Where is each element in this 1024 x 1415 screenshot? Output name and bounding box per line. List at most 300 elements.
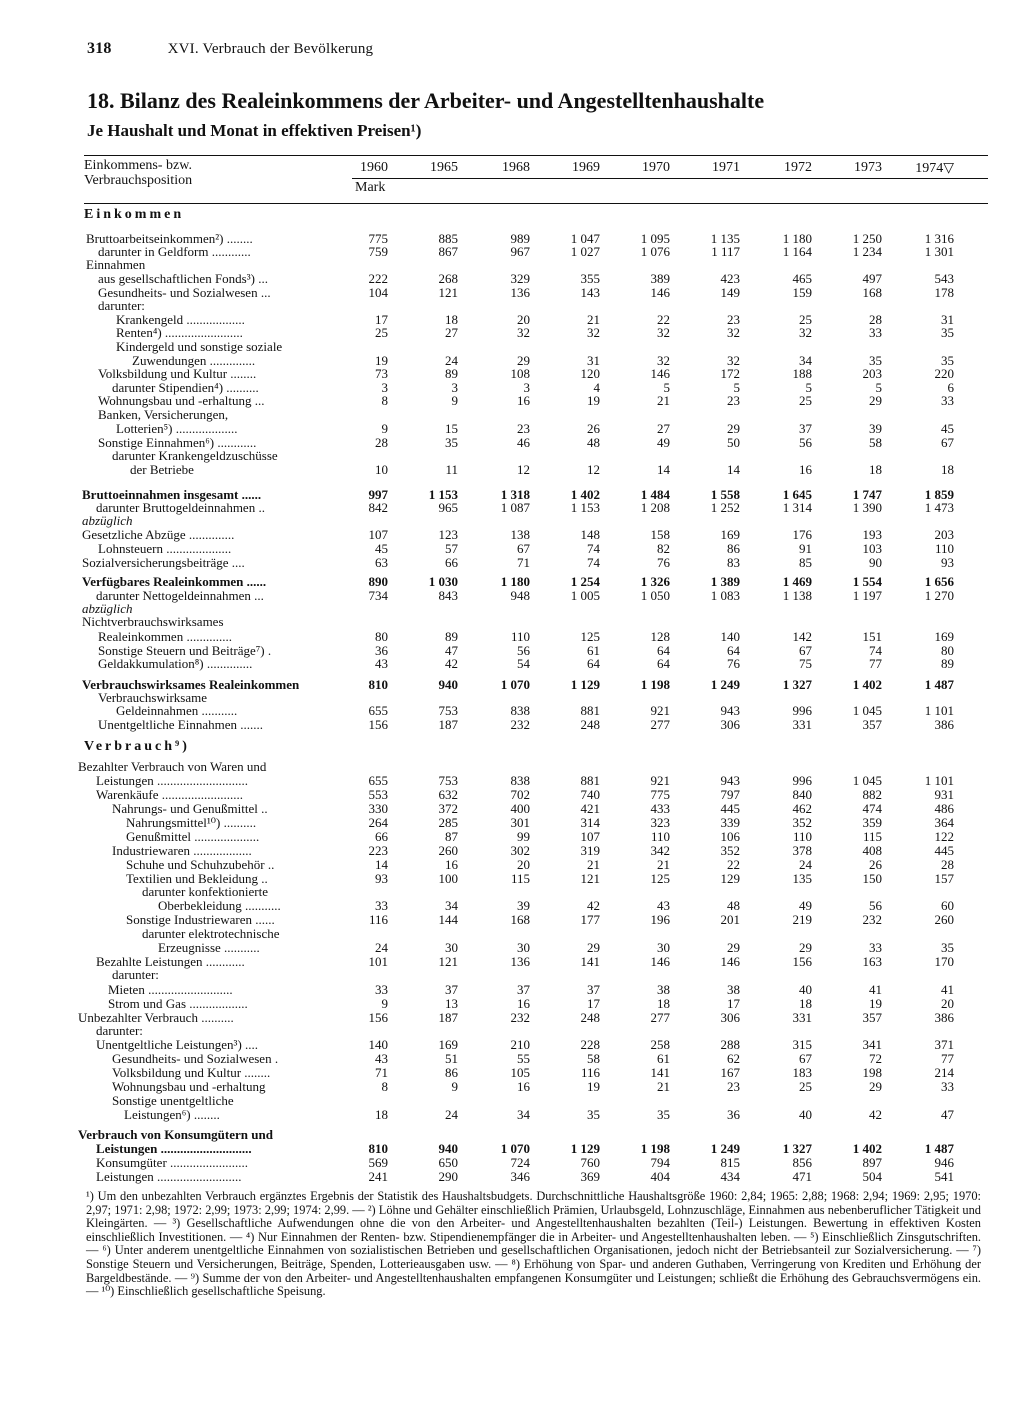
table-row xyxy=(0,299,1024,313)
cell-value: 101 xyxy=(368,954,388,969)
cell-value: 176 xyxy=(792,527,812,542)
row-label: abzüglich xyxy=(82,602,133,616)
cell-value: 22 xyxy=(727,857,740,872)
table-row xyxy=(0,955,1024,969)
row-label: Erzeugnisse ........... xyxy=(158,941,260,955)
row-label: Warenkäufe ......................... xyxy=(96,788,243,802)
cell-value: 37 xyxy=(445,982,458,997)
cell-value: 64 xyxy=(727,643,740,658)
cell-value: 1 390 xyxy=(852,500,882,515)
section-consumption: Verbrauch⁹) xyxy=(84,739,190,754)
cell-value: 1 747 xyxy=(852,487,882,502)
cell-value: 37 xyxy=(517,982,530,997)
cell-value: 62 xyxy=(727,1051,740,1066)
cell-value: 753 xyxy=(438,773,458,788)
cell-value: 20 xyxy=(517,857,530,872)
row-label: darunter konfektionierte xyxy=(142,885,268,899)
cell-value: 168 xyxy=(510,912,530,927)
cell-value: 41 xyxy=(941,982,954,997)
table-row xyxy=(0,501,1024,515)
cell-value: 25 xyxy=(799,1079,812,1094)
cell-value: 1 250 xyxy=(852,231,882,246)
cell-value: 121 xyxy=(580,871,600,886)
cell-value: 330 xyxy=(368,801,388,816)
cell-value: 19 xyxy=(587,393,600,408)
table-row xyxy=(0,1156,1024,1170)
year-rule xyxy=(352,178,988,179)
cell-value: 352 xyxy=(792,815,812,830)
cell-value: 433 xyxy=(650,801,670,816)
cell-value: 196 xyxy=(650,912,670,927)
cell-value: 83 xyxy=(727,555,740,570)
header-bottom-rule xyxy=(84,203,988,204)
cell-value: 100 xyxy=(438,871,458,886)
cell-value: 1 314 xyxy=(782,500,812,515)
cell-value: 28 xyxy=(869,312,882,327)
cell-value: 74 xyxy=(869,643,882,658)
cell-value: 232 xyxy=(510,1010,530,1025)
cell-value: 702 xyxy=(510,787,530,802)
cell-value: 775 xyxy=(650,787,670,802)
cell-value: 26 xyxy=(869,857,882,872)
table-row xyxy=(0,657,1024,671)
cell-value: 1 197 xyxy=(852,588,882,603)
cell-value: 87 xyxy=(445,829,458,844)
cell-value: 35 xyxy=(941,353,954,368)
cell-value: 51 xyxy=(445,1051,458,1066)
cell-value: 35 xyxy=(445,435,458,450)
table-row xyxy=(0,997,1024,1011)
cell-value: 1 095 xyxy=(640,231,670,246)
table-row xyxy=(0,802,1024,816)
year-header: 1965 xyxy=(430,160,458,175)
cell-value: 1 252 xyxy=(710,500,740,515)
section-income: Einkommen xyxy=(84,207,185,222)
cell-value: 91 xyxy=(799,541,812,556)
cell-value: 99 xyxy=(517,829,530,844)
cell-value: 342 xyxy=(650,843,670,858)
cell-value: 49 xyxy=(657,435,670,450)
cell-value: 734 xyxy=(368,588,388,603)
cell-value: 73 xyxy=(375,366,388,381)
cell-value: 268 xyxy=(438,271,458,286)
cell-value: 1 198 xyxy=(640,677,670,692)
cell-value: 178 xyxy=(934,285,954,300)
cell-value: 302 xyxy=(510,843,530,858)
cell-value: 107 xyxy=(368,527,388,542)
row-label: aus gesellschaftlichen Fonds³) ... xyxy=(98,272,268,286)
row-label: Volksbildung und Kultur ........ xyxy=(112,1066,271,1080)
row-label: Volksbildung und Kultur ........ xyxy=(98,367,257,381)
cell-value: 9 xyxy=(451,393,458,408)
row-label: Wohnungsbau und -erhaltung xyxy=(112,1080,266,1094)
cell-value: 655 xyxy=(368,773,388,788)
cell-value: 232 xyxy=(510,717,530,732)
row-label: Unbezahlter Verbrauch .......... xyxy=(78,1011,234,1025)
table-row xyxy=(0,927,1024,941)
cell-value: 93 xyxy=(941,555,954,570)
cell-value: 146 xyxy=(650,954,670,969)
cell-value: 33 xyxy=(941,1079,954,1094)
cell-value: 17 xyxy=(727,996,740,1011)
table-row xyxy=(0,394,1024,408)
cell-value: 32 xyxy=(727,325,740,340)
row-label: Lohnsteuern .................... xyxy=(98,542,232,556)
cell-value: 22 xyxy=(657,312,670,327)
table-row xyxy=(0,899,1024,913)
cell-value: 445 xyxy=(934,843,954,858)
cell-value: 35 xyxy=(941,940,954,955)
cell-value: 14 xyxy=(375,857,388,872)
cell-value: 141 xyxy=(650,1065,670,1080)
cell-value: 158 xyxy=(650,527,670,542)
cell-value: 260 xyxy=(934,912,954,927)
cell-value: 8 xyxy=(381,393,388,408)
cell-value: 794 xyxy=(650,1155,670,1170)
cell-value: 319 xyxy=(580,843,600,858)
year-header: 1973 xyxy=(854,160,882,175)
cell-value: 115 xyxy=(862,829,882,844)
row-label: darunter: xyxy=(112,968,159,982)
cell-value: 339 xyxy=(720,815,740,830)
cell-value: 357 xyxy=(862,1010,882,1025)
table-row xyxy=(0,913,1024,927)
cell-value: 223 xyxy=(368,843,388,858)
cell-value: 39 xyxy=(869,421,882,436)
cell-value: 1 254 xyxy=(570,574,600,589)
cell-value: 136 xyxy=(510,954,530,969)
table-row xyxy=(0,774,1024,788)
cell-value: 23 xyxy=(727,393,740,408)
cell-value: 1 327 xyxy=(782,1141,812,1156)
row-label: Leistungen⁶) ........ xyxy=(124,1108,220,1122)
cell-value: 1 554 xyxy=(852,574,882,589)
cell-value: 1 045 xyxy=(852,703,882,718)
cell-value: 996 xyxy=(792,703,812,718)
cell-value: 214 xyxy=(934,1065,954,1080)
cell-value: 9 xyxy=(381,421,388,436)
cell-value: 462 xyxy=(792,801,812,816)
table-row xyxy=(0,258,1024,272)
cell-value: 67 xyxy=(799,1051,812,1066)
cell-value: 965 xyxy=(438,500,458,515)
cell-value: 810 xyxy=(368,677,388,692)
cell-value: 18 xyxy=(799,996,812,1011)
cell-value: 1 469 xyxy=(782,574,812,589)
cell-value: 867 xyxy=(438,244,458,259)
cell-value: 1 234 xyxy=(852,244,882,259)
cell-value: 838 xyxy=(510,703,530,718)
cell-value: 359 xyxy=(862,815,882,830)
cell-value: 29 xyxy=(869,393,882,408)
cell-value: 125 xyxy=(650,871,670,886)
row-label: Geldakkumulation⁸) .............. xyxy=(98,657,253,671)
cell-value: 1 180 xyxy=(782,231,812,246)
cell-value: 32 xyxy=(517,325,530,340)
cell-value: 116 xyxy=(368,912,388,927)
cell-value: 156 xyxy=(368,717,388,732)
cell-value: 940 xyxy=(438,677,458,692)
cell-value: 400 xyxy=(510,801,530,816)
cell-value: 314 xyxy=(580,815,600,830)
chapter-title: XVI. Verbrauch der Bevölkerung xyxy=(167,41,374,57)
cell-value: 42 xyxy=(869,1107,882,1122)
cell-value: 1 402 xyxy=(570,487,600,502)
cell-value: 29 xyxy=(727,940,740,955)
cell-value: 121 xyxy=(438,954,458,969)
cell-value: 404 xyxy=(650,1169,670,1184)
cell-value: 881 xyxy=(580,703,600,718)
cell-value: 3 xyxy=(381,380,388,395)
cell-value: 1 135 xyxy=(710,231,740,246)
cell-value: 760 xyxy=(580,1155,600,1170)
cell-value: 64 xyxy=(587,656,600,671)
row-label: Verbrauchswirksames Realeinkommen xyxy=(82,678,300,692)
cell-value: 465 xyxy=(792,271,812,286)
cell-value: 18 xyxy=(375,1107,388,1122)
cell-value: 40 xyxy=(799,1107,812,1122)
row-label: Bruttoeinnahmen insgesamt ...... xyxy=(82,488,262,502)
cell-value: 63 xyxy=(375,555,388,570)
cell-value: 129 xyxy=(720,871,740,886)
cell-value: 12 xyxy=(587,462,600,477)
cell-value: 71 xyxy=(375,1065,388,1080)
cell-value: 210 xyxy=(510,1037,530,1052)
cell-value: 1 301 xyxy=(924,244,954,259)
cell-value: 264 xyxy=(368,815,388,830)
cell-value: 31 xyxy=(587,353,600,368)
cell-value: 172 xyxy=(720,366,740,381)
cell-value: 31 xyxy=(941,312,954,327)
cell-value: 61 xyxy=(657,1051,670,1066)
row-label: Konsumgüter ........................ xyxy=(96,1156,249,1170)
cell-value: 25 xyxy=(375,325,388,340)
row-label: Leistungen ............................ xyxy=(96,774,249,788)
table-row xyxy=(0,816,1024,830)
cell-value: 76 xyxy=(657,555,670,570)
cell-value: 89 xyxy=(445,366,458,381)
cell-value: 201 xyxy=(720,912,740,927)
cell-value: 61 xyxy=(587,643,600,658)
table-row xyxy=(0,463,1024,477)
cell-value: 346 xyxy=(510,1169,530,1184)
cell-value: 13 xyxy=(445,996,458,1011)
table-row xyxy=(0,326,1024,340)
table-row xyxy=(0,514,1024,528)
table-row xyxy=(0,788,1024,802)
cell-value: 1 249 xyxy=(710,677,740,692)
cell-value: 882 xyxy=(862,787,882,802)
year-header: 1968 xyxy=(502,160,530,175)
cell-value: 29 xyxy=(517,353,530,368)
cell-value: 248 xyxy=(580,1010,600,1025)
cell-value: 122 xyxy=(934,829,954,844)
cell-value: 5 xyxy=(875,380,882,395)
cell-value: 1 249 xyxy=(710,1141,740,1156)
cell-value: 386 xyxy=(934,1010,954,1025)
cell-value: 1 484 xyxy=(640,487,670,502)
row-label: Strom und Gas .................. xyxy=(108,997,248,1011)
cell-value: 34 xyxy=(517,1107,530,1122)
cell-value: 1 208 xyxy=(640,500,670,515)
cell-value: 37 xyxy=(799,421,812,436)
table-row xyxy=(0,367,1024,381)
row-label: darunter Nettogeldeinnahmen ... xyxy=(96,589,264,603)
cell-value: 157 xyxy=(934,871,954,886)
cell-value: 14 xyxy=(657,462,670,477)
cell-value: 135 xyxy=(792,871,812,886)
cell-value: 156 xyxy=(368,1010,388,1025)
cell-value: 60 xyxy=(941,898,954,913)
cell-value: 187 xyxy=(438,717,458,732)
row-label: Gesundheits- und Sozialwesen . xyxy=(112,1052,279,1066)
cell-value: 104 xyxy=(368,285,388,300)
cell-value: 421 xyxy=(580,801,600,816)
year-header: 1969 xyxy=(572,160,600,175)
row-label: Bruttoarbeitseinkommen²) ........ xyxy=(86,232,253,246)
cell-value: 16 xyxy=(517,996,530,1011)
cell-value: 30 xyxy=(445,940,458,955)
cell-value: 389 xyxy=(650,271,670,286)
cell-value: 188 xyxy=(792,366,812,381)
row-label: darunter: xyxy=(96,1024,143,1038)
cell-value: 136 xyxy=(510,285,530,300)
cell-value: 364 xyxy=(934,815,954,830)
cell-value: 1 047 xyxy=(570,231,600,246)
cell-value: 1 129 xyxy=(570,1141,600,1156)
cell-value: 931 xyxy=(934,787,954,802)
cell-value: 125 xyxy=(580,629,600,644)
table-row xyxy=(0,1128,1024,1142)
cell-value: 921 xyxy=(650,703,670,718)
cell-value: 16 xyxy=(445,857,458,872)
stub-header-line-2: Verbrauchsposition xyxy=(84,173,193,188)
cell-value: 37 xyxy=(587,982,600,997)
cell-value: 371 xyxy=(934,1037,954,1052)
cell-value: 842 xyxy=(368,500,388,515)
cell-value: 1 487 xyxy=(924,1141,954,1156)
cell-value: 12 xyxy=(517,462,530,477)
cell-value: 27 xyxy=(657,421,670,436)
cell-value: 306 xyxy=(720,717,740,732)
cell-value: 67 xyxy=(941,435,954,450)
cell-value: 36 xyxy=(727,1107,740,1122)
cell-value: 115 xyxy=(510,871,530,886)
cell-value: 946 xyxy=(934,1155,954,1170)
cell-value: 355 xyxy=(580,271,600,286)
cell-value: 408 xyxy=(862,843,882,858)
cell-value: 21 xyxy=(657,857,670,872)
cell-value: 9 xyxy=(451,1079,458,1094)
cell-value: 553 xyxy=(368,787,388,802)
cell-value: 58 xyxy=(587,1051,600,1066)
header-top-rule xyxy=(84,155,988,156)
cell-value: 369 xyxy=(580,1169,600,1184)
cell-value: 357 xyxy=(862,717,882,732)
table-row xyxy=(0,542,1024,556)
cell-value: 881 xyxy=(580,773,600,788)
cell-value: 815 xyxy=(720,1155,740,1170)
cell-value: 149 xyxy=(720,285,740,300)
cell-value: 285 xyxy=(438,815,458,830)
cell-value: 352 xyxy=(720,843,740,858)
cell-value: 1 270 xyxy=(924,588,954,603)
cell-value: 241 xyxy=(368,1169,388,1184)
cell-value: 543 xyxy=(934,271,954,286)
cell-value: 967 xyxy=(510,244,530,259)
cell-value: 35 xyxy=(657,1107,670,1122)
cell-value: 5 xyxy=(733,380,740,395)
cell-value: 1 389 xyxy=(710,574,740,589)
row-label: Leistungen ............................ xyxy=(96,1142,252,1156)
cell-value: 29 xyxy=(869,1079,882,1094)
cell-value: 25 xyxy=(799,393,812,408)
row-label: Sozialversicherungsbeiträge .... xyxy=(82,556,245,570)
row-label: Krankengeld .................. xyxy=(116,313,245,327)
cell-value: 21 xyxy=(657,1079,670,1094)
cell-value: 8 xyxy=(381,1079,388,1094)
cell-value: 169 xyxy=(720,527,740,542)
cell-value: 921 xyxy=(650,773,670,788)
cell-value: 46 xyxy=(517,435,530,450)
cell-value: 24 xyxy=(445,353,458,368)
cell-value: 146 xyxy=(650,366,670,381)
cell-value: 24 xyxy=(445,1107,458,1122)
cell-value: 146 xyxy=(650,285,670,300)
cell-value: 28 xyxy=(375,435,388,450)
row-label: darunter Bruttogeldeinnahmen .. xyxy=(96,501,265,515)
row-label: Genußmittel .................... xyxy=(126,830,260,844)
cell-value: 64 xyxy=(657,643,670,658)
row-label: Einnahmen xyxy=(86,258,146,272)
cell-value: 42 xyxy=(445,656,458,671)
cell-value: 120 xyxy=(580,366,600,381)
row-label: Unentgeltliche Einnahmen ....... xyxy=(98,718,263,732)
cell-value: 504 xyxy=(862,1169,882,1184)
cell-value: 33 xyxy=(375,898,388,913)
cell-value: 82 xyxy=(657,541,670,556)
cell-value: 123 xyxy=(438,527,458,542)
row-label: Sonstige unentgeltliche xyxy=(112,1094,234,1108)
cell-value: 80 xyxy=(941,643,954,658)
table-row xyxy=(0,556,1024,570)
cell-value: 54 xyxy=(517,656,530,671)
row-label: Mieten .......................... xyxy=(108,983,233,997)
cell-value: 45 xyxy=(375,541,388,556)
cell-value: 650 xyxy=(438,1155,458,1170)
cell-value: 632 xyxy=(438,787,458,802)
cell-value: 148 xyxy=(580,527,600,542)
cell-value: 25 xyxy=(799,312,812,327)
cell-value: 128 xyxy=(650,629,670,644)
row-label: Wohnungsbau und -erhaltung ... xyxy=(98,394,265,408)
table-title: 18. Bilanz des Realeinkommens der Arbeiter- und Angestelltenhaushalte xyxy=(87,88,765,113)
cell-value: 277 xyxy=(650,1010,670,1025)
cell-value: 323 xyxy=(650,815,670,830)
cell-value: 43 xyxy=(375,1051,388,1066)
cell-value: 277 xyxy=(650,717,670,732)
row-label: darunter in Geldform ............ xyxy=(98,245,251,259)
row-label: Leistungen .......................... xyxy=(96,1170,242,1184)
cell-value: 21 xyxy=(587,857,600,872)
cell-value: 724 xyxy=(510,1155,530,1170)
cell-value: 1 318 xyxy=(500,487,530,502)
cell-value: 19 xyxy=(587,1079,600,1094)
table-row xyxy=(0,436,1024,450)
cell-value: 1 402 xyxy=(852,1141,882,1156)
cell-value: 74 xyxy=(587,541,600,556)
cell-value: 33 xyxy=(941,393,954,408)
